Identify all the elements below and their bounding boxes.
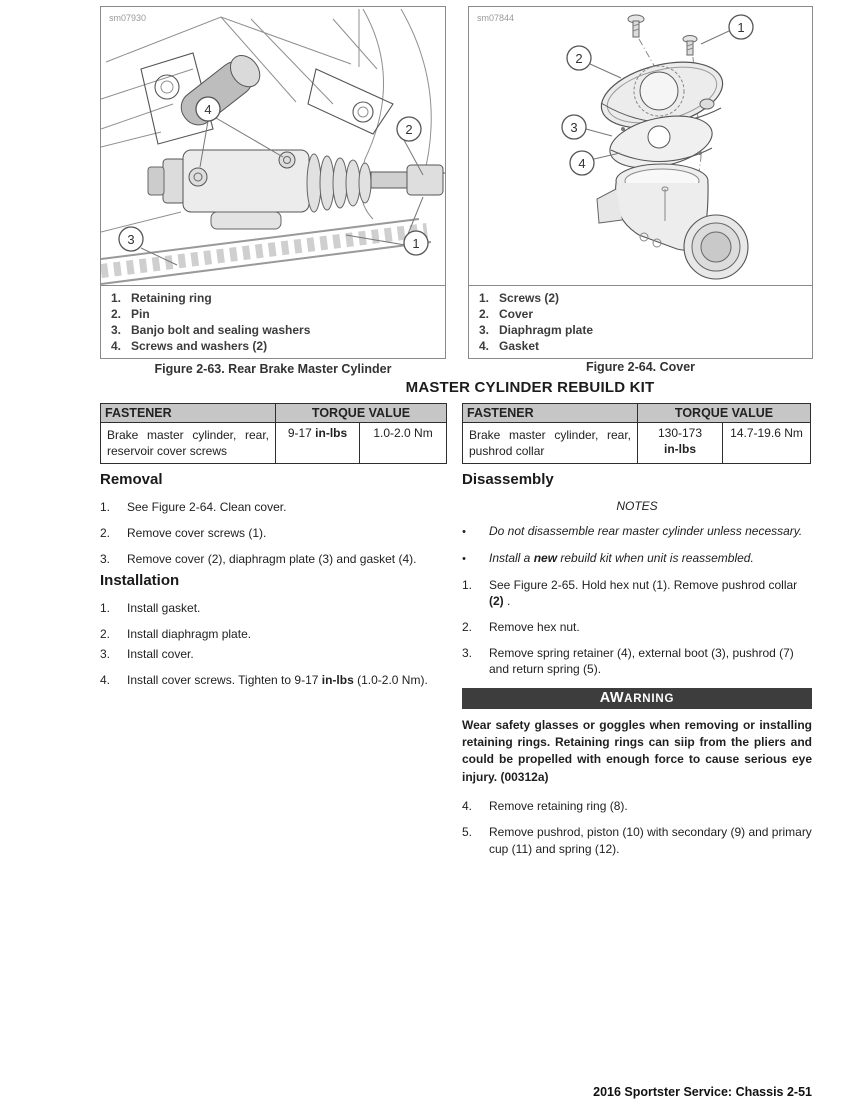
figure-2-63-caption: Figure 2-63. Rear Brake Master Cylinder — [154, 362, 392, 376]
removal-step: 2. Remove cover screws (1). — [100, 526, 267, 541]
svg-text:4: 4 — [578, 156, 586, 171]
disassembly-heading: Disassembly — [462, 471, 554, 488]
col-header-torque-value: TORQUE VALUE — [276, 404, 447, 423]
callout-1 — [729, 15, 753, 39]
warning-text: Wear safety glasses or goggles when removing or installing retaining rings. Retaining rings can siip from the pliers and could be propelled with enough force to cause serious eye injury. (00312a) — [462, 717, 812, 784]
col-header-fastener: FASTENER — [463, 404, 638, 423]
removal-heading: Removal — [100, 471, 163, 488]
rear-brake-master-cylinder-illustration — [101, 7, 445, 285]
torque-table-left — [100, 403, 447, 464]
callout-2 — [567, 46, 591, 70]
cover-exploded-view-illustration — [469, 7, 812, 285]
callout-4 — [570, 151, 594, 175]
callout-4 — [196, 97, 220, 121]
torque-inlbs-cell: 9-17 in-lbs — [276, 423, 360, 464]
removal-step: 1. See Figure 2-64. Clean cover. — [100, 500, 287, 514]
left-column — [100, 471, 452, 698]
figure-code-label: sm07930 — [109, 13, 147, 23]
note-item: • Do not disassemble rear master cylinder unless necessary. — [462, 523, 812, 540]
page-footer: 2016 Sportster Service: Chassis 2-51 — [593, 1085, 812, 1099]
col-header-torque-value: TORQUE VALUE — [638, 404, 811, 423]
legend-item: 3. Diaphragm plate — [478, 323, 594, 337]
fastener-cell: Brake master cylinder, rear, reservoir cover screws — [101, 423, 276, 464]
note-item: • Install a new rebuild kit when unit is reassembled. — [462, 550, 812, 567]
svg-text:3: 3 — [127, 232, 135, 247]
table-row — [463, 423, 811, 464]
installation-step: 1. Install gasket. — [100, 600, 201, 615]
callout-3 — [119, 227, 143, 251]
bullet-icon — [462, 550, 489, 567]
warning-banner: AWARNING — [462, 688, 812, 709]
svg-text:4: 4 — [204, 102, 212, 117]
disassembly-step: 5. Remove pushrod, piston (10) with secondary (9) and primary cup (11) and spring (12). — [462, 825, 812, 856]
screw-graphic — [628, 15, 644, 37]
svg-text:3: 3 — [570, 120, 578, 135]
callout-3 — [562, 115, 586, 139]
legend-item: 4. Gasket — [478, 339, 540, 353]
bullet-icon — [462, 523, 489, 540]
torque-table-right — [462, 403, 811, 464]
legend-item: 4. Screws and washers (2) — [110, 339, 268, 353]
figure-2-63-box — [100, 6, 446, 359]
removal-step: 3. Remove cover (2), diaphragm plate (3) and gasket (4). — [100, 552, 417, 567]
svg-text:1: 1 — [412, 236, 420, 251]
torque-inlbs-cell: 130-173 in-lbs — [638, 423, 723, 464]
svg-text:2: 2 — [575, 51, 583, 66]
legend-item: 1. Screws (2) — [478, 291, 560, 305]
legend-item: 3. Banjo bolt and sealing washers — [110, 323, 311, 337]
installation-step: 3. Install cover. — [100, 646, 194, 661]
disassembly-step: 3. Remove spring retainer (4), external boot (3), pushrod (7) and return spring (5). — [462, 646, 794, 677]
legend-item: 2. Cover — [478, 307, 534, 321]
table-row — [101, 423, 447, 464]
page-title: MASTER CYLINDER REBUILD KIT — [405, 379, 655, 396]
disassembly-step: 2. Remove hex nut. — [462, 620, 580, 635]
svg-text:1: 1 — [737, 20, 745, 35]
figure-2-64-caption: Figure 2-64. Cover — [585, 360, 696, 374]
figure-2-63-legend — [101, 285, 445, 358]
figure-code-label: sm07844 — [477, 13, 515, 23]
disassembly-step: 4. Remove retaining ring (8). — [462, 799, 628, 814]
figure-2-64-legend — [469, 285, 812, 358]
screw-graphic — [683, 36, 697, 56]
col-header-fastener: FASTENER — [101, 404, 276, 423]
fastener-cell: Brake master cylinder, rear, pushrod collar — [463, 423, 638, 464]
svg-text:2: 2 — [405, 122, 413, 137]
legend-item: 1. Retaining ring — [110, 291, 212, 305]
installation-heading: Installation — [100, 571, 180, 589]
installation-step: 2. Install diaphragm plate. — [100, 626, 252, 641]
callout-1 — [404, 231, 428, 255]
installation-step: 4. Install cover screws. Tighten to 9-17 in-lbs (1.0-2.0 Nm). — [100, 673, 428, 688]
right-column — [462, 471, 812, 867]
torque-nm-cell: 1.0-2.0 Nm — [360, 423, 447, 464]
disassembly-step: 1. See Figure 2-65. Hold hex nut (1). Remove pushrod collar (2) . — [462, 577, 798, 608]
legend-item: 2. Pin — [110, 307, 150, 321]
torque-nm-cell: 14.7-19.6 Nm — [723, 423, 811, 464]
figure-2-64-box — [468, 6, 813, 359]
callout-2 — [397, 117, 421, 141]
notes-label: NOTES — [616, 499, 658, 513]
